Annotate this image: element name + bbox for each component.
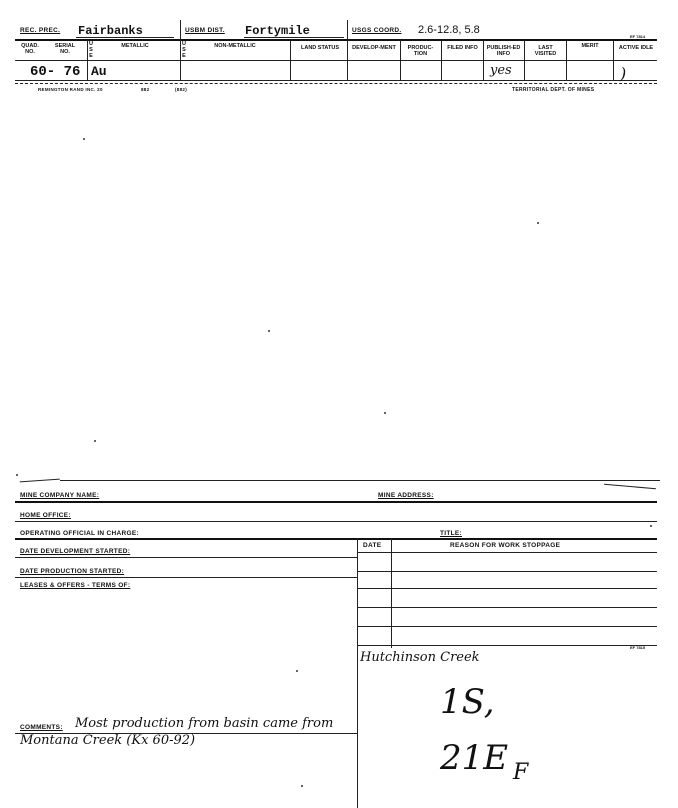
col-divider	[566, 40, 567, 80]
comments-label: COMMENTS:	[20, 724, 63, 731]
col-non-metallic: NON-METALLIC	[214, 43, 256, 49]
quad-serial-value: 60- 76	[30, 64, 81, 80]
top-rule	[15, 39, 657, 41]
reason-column-label: REASON FOR WORK STOPPAGE	[450, 542, 561, 549]
col-divider	[400, 40, 401, 80]
col-use-metallic: U S E	[89, 41, 93, 59]
rec-prec-underline	[76, 37, 174, 38]
published-info-value: yes	[490, 63, 512, 78]
card-corner-stroke	[20, 479, 60, 489]
col-divider	[441, 40, 442, 80]
row-rule	[15, 80, 657, 81]
row-rule	[15, 501, 657, 503]
row-rule	[357, 645, 657, 646]
handwritten-meridian: F	[513, 760, 529, 785]
col-divider	[483, 40, 484, 80]
printer-code-2: (882)	[175, 87, 188, 92]
comments-line-1: Most production from basin came from	[75, 716, 334, 731]
date-development-label: DATE DEVELOPMENT STARTED:	[20, 548, 131, 555]
usgs-coord-label: USGS COORD.	[352, 27, 402, 34]
usbm-dist-label: USBM DIST.	[185, 27, 225, 34]
col-active-idle: ACTIVE IDLE	[618, 45, 654, 51]
date-production-label: DATE PRODUCTION STARTED:	[20, 568, 125, 575]
row-rule	[15, 577, 357, 578]
col-divider	[180, 20, 181, 80]
bottom-form-number: EF 7815	[630, 645, 646, 650]
row-rule	[15, 557, 357, 558]
col-divider	[613, 40, 614, 80]
col-divider	[290, 40, 291, 80]
operating-official-label: OPERATING OFFICIAL IN CHARGE:	[20, 530, 139, 537]
speck	[650, 525, 652, 527]
card-top-edge	[60, 480, 660, 481]
col-metallic: METALLIC	[121, 43, 149, 49]
row-rule	[15, 538, 657, 540]
footer-dashed-rule	[15, 83, 657, 84]
col-merit: MERIT	[581, 43, 599, 49]
handwritten-range: 21E	[440, 738, 509, 778]
metallic-value: Au	[91, 64, 107, 79]
usgs-coord-value: 2.6-12.8, 5.8	[418, 24, 480, 36]
top-form-number: EF 7814	[630, 34, 646, 39]
speck	[301, 785, 303, 787]
printer-code: 882	[141, 87, 150, 92]
speck	[537, 222, 539, 224]
date-col-divider	[391, 538, 392, 648]
row-rule	[357, 626, 657, 627]
speck	[94, 440, 96, 442]
col-divider	[87, 40, 88, 80]
speck	[268, 330, 270, 332]
center-divider	[357, 538, 358, 808]
header-rule	[15, 60, 657, 61]
speck	[83, 138, 85, 140]
handwritten-creek: Hutchinson Creek	[360, 650, 480, 665]
col-quad-no: QUAD. NO.	[21, 43, 39, 55]
printer-label: REMINGTON RAND INC. 20	[38, 87, 103, 92]
col-land-status: LAND STATUS	[301, 45, 339, 51]
active-idle-mark: )	[620, 64, 627, 83]
comments-line-2: Montana Creek (Kx 60-92)	[20, 733, 196, 748]
mine-company-label: MINE COMPANY NAME:	[20, 492, 100, 499]
col-filed-info: FILED INFO	[447, 45, 478, 51]
row-rule	[357, 607, 657, 608]
col-production: PRODUC-TION	[407, 45, 434, 57]
speck	[16, 474, 18, 476]
home-office-label: HOME OFFICE:	[20, 512, 71, 519]
row-rule	[15, 521, 657, 522]
col-divider	[347, 20, 348, 80]
usbm-dist-value: Fortymile	[245, 24, 310, 38]
speck	[384, 412, 386, 414]
mine-address-label: MINE ADDRESS:	[378, 492, 434, 499]
col-development: DEVELOP-MENT	[352, 45, 396, 51]
row-rule	[357, 588, 657, 589]
card-corner-stroke	[604, 484, 656, 490]
col-divider	[524, 40, 525, 80]
col-published-info: PUBLISH-ED INFO	[486, 45, 521, 57]
col-serial-no: SERIAL NO.	[54, 43, 76, 55]
leases-label: LEASES & OFFERS - TERMS OF:	[20, 582, 131, 589]
department-label: TERRITORIAL DEPT. OF MINES	[512, 87, 595, 93]
usbm-dist-underline	[244, 37, 344, 38]
title-label: TITLE:	[440, 530, 463, 537]
rec-prec-label: REC. PREC.	[20, 27, 61, 34]
row-rule	[357, 552, 657, 553]
rec-prec-value: Fairbanks	[78, 24, 143, 38]
date-column-label: DATE	[363, 542, 382, 549]
row-rule	[357, 571, 657, 572]
col-use-nonmetallic: U S E	[182, 41, 186, 59]
handwritten-township: 1S,	[440, 682, 495, 722]
col-last-visited: LAST VISITED	[534, 45, 557, 57]
speck	[296, 670, 298, 672]
